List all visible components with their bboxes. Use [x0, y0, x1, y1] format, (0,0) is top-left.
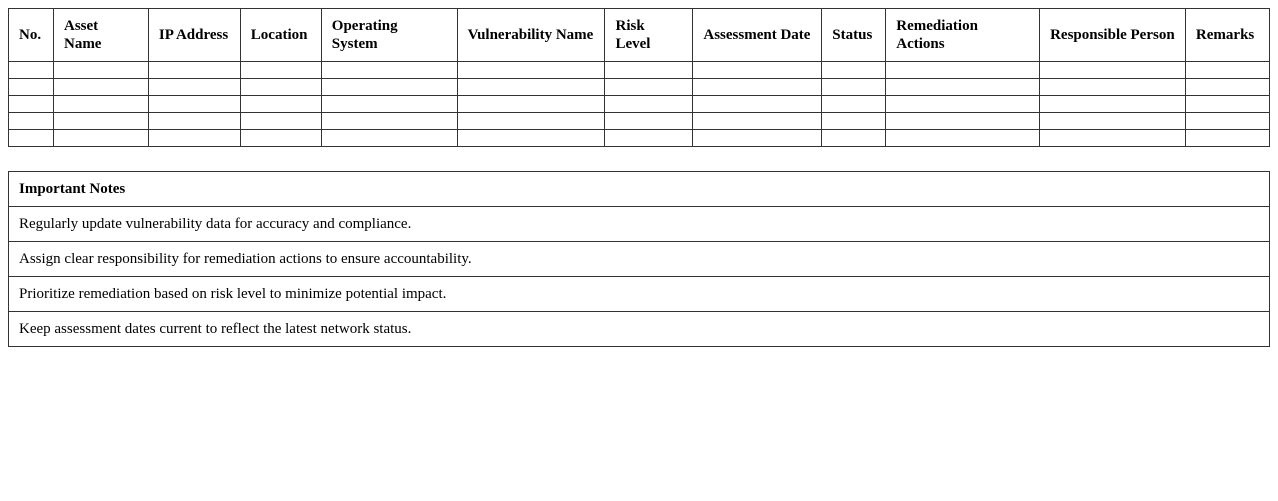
note-row	[9, 242, 1270, 277]
table-cell	[1185, 130, 1269, 147]
table-cell	[9, 79, 54, 96]
table-cell	[693, 96, 822, 113]
table-cell	[693, 79, 822, 96]
table-cell	[321, 62, 457, 79]
table-cell	[605, 96, 693, 113]
table-cell	[148, 113, 240, 130]
header-status: Status	[822, 9, 886, 62]
note-item: Keep assessment dates current to reflect the latest network status.	[9, 312, 1270, 347]
table-cell	[886, 130, 1040, 147]
table-cell	[822, 62, 886, 79]
header-no: No.	[9, 9, 54, 62]
table-cell	[1040, 96, 1186, 113]
table-cell	[457, 130, 605, 147]
table-cell	[321, 113, 457, 130]
table-cell	[321, 130, 457, 147]
table-cell	[321, 96, 457, 113]
table-cell	[53, 79, 148, 96]
table-cell	[457, 62, 605, 79]
table-cell	[822, 96, 886, 113]
table-cell	[53, 62, 148, 79]
table-cell	[9, 62, 54, 79]
table-cell	[886, 62, 1040, 79]
table-cell	[886, 79, 1040, 96]
table-cell	[1185, 113, 1269, 130]
vulnerability-assessment-table	[8, 8, 1270, 147]
table-cell	[822, 113, 886, 130]
table-cell	[605, 130, 693, 147]
note-item: Regularly update vulnerability data for accuracy and compliance.	[9, 207, 1270, 242]
table-cell	[457, 96, 605, 113]
header-vulnerability-name: Vulnerability Name	[457, 9, 605, 62]
header-risk-level: Risk Level	[605, 9, 693, 62]
table-cell	[457, 79, 605, 96]
table-cell	[148, 130, 240, 147]
header-ip-address: IP Address	[148, 9, 240, 62]
note-row	[9, 207, 1270, 242]
table-cell	[148, 96, 240, 113]
table-row	[9, 113, 1270, 130]
note-row	[9, 277, 1270, 312]
header-location: Location	[240, 9, 321, 62]
table-row	[9, 130, 1270, 147]
table-cell	[240, 113, 321, 130]
table-cell	[605, 62, 693, 79]
notes-title: Important Notes	[9, 172, 1270, 207]
table-row	[9, 62, 1270, 79]
table-cell	[9, 113, 54, 130]
table-cell	[1040, 113, 1186, 130]
table-cell	[693, 113, 822, 130]
header-assessment-date: Assessment Date	[693, 9, 822, 62]
table-cell	[240, 79, 321, 96]
table-cell	[693, 130, 822, 147]
table-cell	[240, 96, 321, 113]
table-cell	[9, 130, 54, 147]
table-cell	[822, 79, 886, 96]
table-cell	[53, 96, 148, 113]
header-operating-system: Operating System	[321, 9, 457, 62]
table-cell	[1040, 62, 1186, 79]
header-remarks: Remarks	[1185, 9, 1269, 62]
table-header-row	[9, 9, 1270, 62]
note-row	[9, 312, 1270, 347]
table-cell	[886, 113, 1040, 130]
table-row	[9, 96, 1270, 113]
notes-title-row	[9, 172, 1270, 207]
table-cell	[693, 62, 822, 79]
table-cell	[53, 113, 148, 130]
table-cell	[148, 62, 240, 79]
table-cell	[1185, 79, 1269, 96]
table-cell	[886, 96, 1040, 113]
header-responsible-person: Responsible Person	[1040, 9, 1186, 62]
important-notes-table	[8, 171, 1270, 347]
note-item: Prioritize remediation based on risk level to minimize potential impact.	[9, 277, 1270, 312]
table-cell	[53, 130, 148, 147]
table-cell	[9, 96, 54, 113]
table-body	[9, 62, 1270, 147]
table-cell	[240, 130, 321, 147]
table-cell	[605, 113, 693, 130]
table-cell	[457, 113, 605, 130]
table-cell	[148, 79, 240, 96]
table-row	[9, 79, 1270, 96]
header-remediation-actions: Remediation Actions	[886, 9, 1040, 62]
table-cell	[1185, 62, 1269, 79]
note-item: Assign clear responsibility for remediation actions to ensure accountability.	[9, 242, 1270, 277]
table-cell	[321, 79, 457, 96]
header-asset-name: Asset Name	[53, 9, 148, 62]
table-cell	[1185, 96, 1269, 113]
table-cell	[1040, 79, 1186, 96]
table-cell	[240, 62, 321, 79]
table-cell	[1040, 130, 1186, 147]
table-cell	[822, 130, 886, 147]
table-cell	[605, 79, 693, 96]
